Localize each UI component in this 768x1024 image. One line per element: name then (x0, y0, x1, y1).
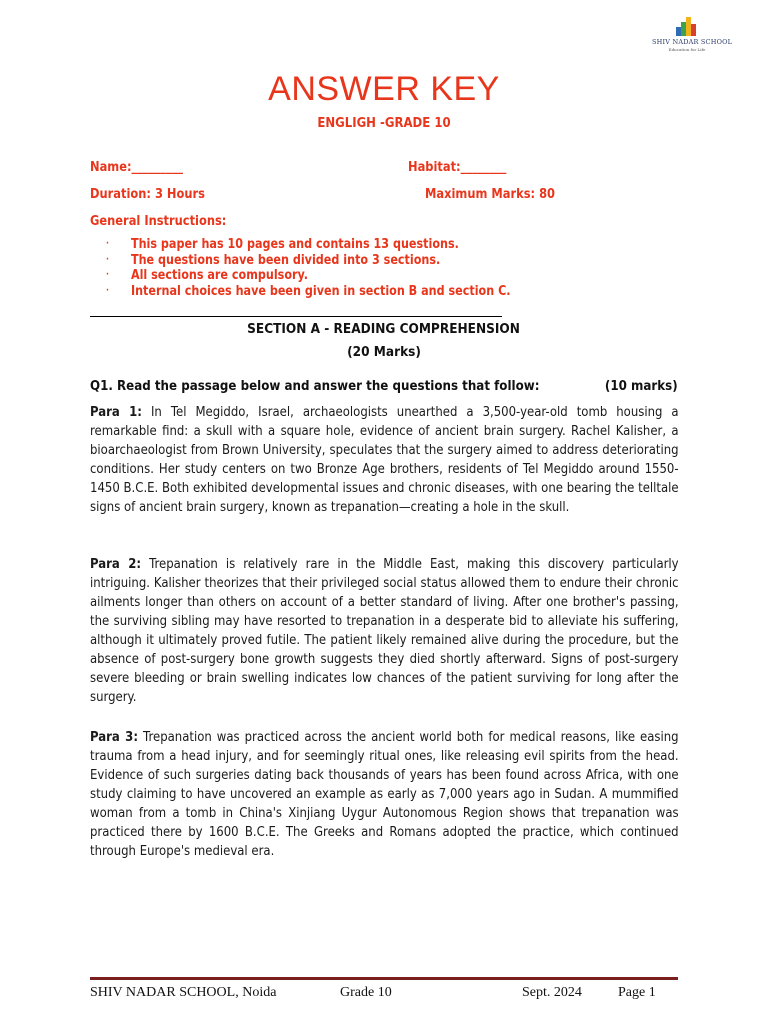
list-item: · All sections are compulsory. (106, 268, 309, 283)
footer-page-number: Page 1 (618, 985, 656, 1000)
duration-label: Duration: 3 Hours (90, 187, 205, 202)
footer-grade: Grade 10 (340, 985, 392, 1000)
paragraph-2 (90, 555, 679, 707)
habitat-field-label: Habitat:________ (408, 160, 507, 175)
max-marks-label: Maximum Marks: 80 (425, 187, 556, 202)
instructions-heading: General Instructions: (90, 214, 227, 229)
paragraph-label: Para 3: (90, 730, 139, 745)
name-field-label: Name:_________ (90, 160, 184, 175)
paragraph-text: In Tel Megiddo, Israel, archaeologists unearthed a 3,500-year-old tomb housing a remarkable find: a skull with a square hole, evidence of ancient brain surgery. Rachel Kalisher, a bioarchaeologist from Brown University, speculates that the surgery aimed to address deteriorating conditions. Her study centers on two Bronze Age brothers, residents of Tel Megiddo around 1550-1450 B.C.E. Both exhibited developmental issues and chronic diseases, with one bearing the telltale signs of ancient brain surgery, known as trepanation—creating a hole in the skull. (90, 405, 679, 515)
logo-school-name: SHIV NADAR SCHOOL (652, 38, 733, 46)
paragraph-3 (90, 728, 679, 861)
bullet-icon: · (106, 254, 109, 265)
school-logo-icon (676, 16, 698, 36)
footer-school: SHIV NADAR SCHOOL, Noida (90, 985, 277, 1000)
paragraph-label: Para 2: (90, 557, 142, 572)
question-header (90, 378, 678, 394)
page-title: ANSWER KEY (268, 70, 500, 108)
section-marks: (20 Marks) (347, 344, 421, 360)
question-label: Q1. Read the passage below and answer the questions that follow: (90, 378, 540, 394)
instructions-list (106, 237, 576, 299)
footer-divider (90, 977, 678, 980)
bullet-icon: · (106, 285, 109, 296)
divider (90, 316, 502, 317)
list-item: · Internal choices have been given in section B and section C. (106, 283, 511, 299)
bullet-icon: · (106, 239, 109, 249)
question-marks: (10 marks) (605, 378, 678, 394)
paragraph-1 (90, 403, 679, 517)
paragraph-text: Trepanation was practiced across the ancient world both for medical reasons, like easing trauma from a head injury, and for seemingly ritual ones, like releasing evil spirits from the head. Evidence of such surgeries dating back thousands of years has been found across Africa, with one study claiming to have uncovered an example as early as 7,000 years ago in Sudan. A mummified woman from a tomb in China's Xinjiang Uygur Autonomous Region shows that trepanation was practiced there by 1600 B.C.E. The Greeks and Romans adopted the practice, which continued through Europe's medieval era. (90, 730, 679, 859)
list-item: · The questions have been divided into 3 sections. (106, 252, 441, 268)
paragraph-text: Trepanation is relatively rare in the Middle East, making this discovery particularly intriguing. Kalisher theorizes that their privileged social status allowed them to endure their chronic ailments longer than others on account of a better standard of living. After one brother's passing, the surviving sibling may have resorted to trepanation in a desperate bid to alleviate his suffering, although it ultimately proved futile. The patient likely remained alive during the procedure, but the absence of post-surgery bone growth suggests they died shortly afterward. Signs of post-surgery severe bleeding or brain swelling indicates low chances of the patient surviving for long after the surgery. (90, 557, 679, 705)
page-subtitle: ENGLIGH -GRADE 10 (317, 116, 451, 131)
school-logo (652, 16, 733, 52)
list-item: · This paper has 10 pages and contains 13 questions. (106, 237, 459, 252)
footer-date: Sept. 2024 (522, 985, 582, 1000)
paragraph-label: Para 1: (90, 405, 142, 420)
section-title: SECTION A - READING COMPREHENSION (247, 321, 521, 337)
logo-tagline: Education for Life (668, 47, 706, 52)
bullet-icon: · (106, 270, 109, 280)
